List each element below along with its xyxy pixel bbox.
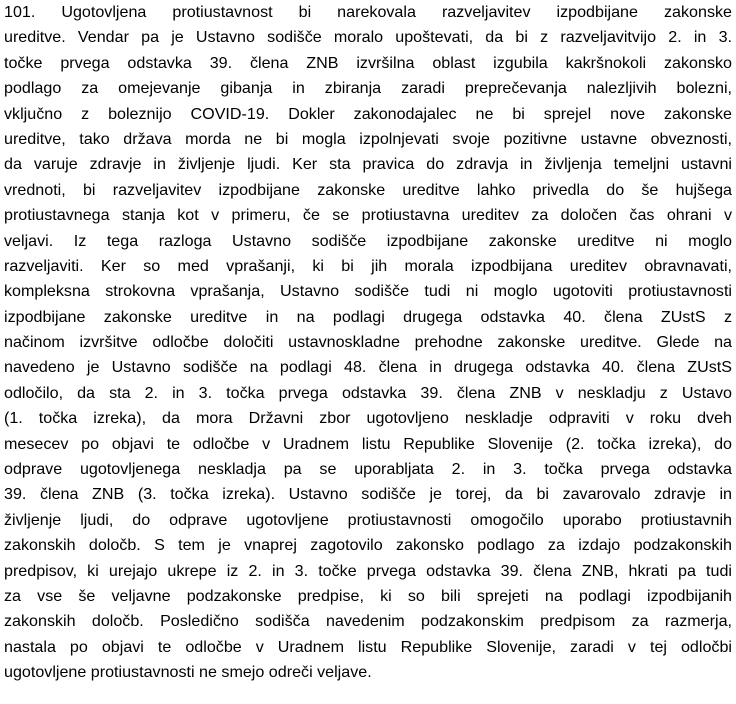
paragraph-line: načinom izvršitve odločbe določiti ustavnoskladne prehodne zakonske ureditve. Glede na <box>4 333 732 352</box>
paragraph-line: odprave ugotovljenega neskladja pa se uporabljata 2. in 3. točka prvega odstavka <box>4 460 732 479</box>
document-paragraph-101 <box>4 0 732 686</box>
paragraph-line: nastala po objavi te odločbe v Uradnem listu Republike Slovenije, zaradi v tej odločbi <box>4 637 732 656</box>
paragraph-line: točke prvega odstavka 39. člena ZNB izvršilna oblast izgubila kakršnokoli zakonsko <box>4 53 732 72</box>
paragraph-line-last: ugotovljene protiustavnosti ne smejo odreči veljave. <box>4 663 372 682</box>
paragraph-line: navedeno je Ustavno sodišče na podlagi 48. člena in drugega odstavka 40. člena ZUstS <box>4 358 732 377</box>
paragraph-line: vrednoti, bi razveljavitev izpodbijane zakonske ureditve lahko privedla do še hujšega <box>4 180 732 199</box>
paragraph-line: zakonskih določb. S tem je vnaprej zagotovilo zakonsko podlago za izdajo podzakonskih <box>4 536 732 555</box>
paragraph-line: vključno z boleznijo COVID-19. Dokler zakonodajalec ne bi sprejel nove zakonske <box>4 104 732 123</box>
paragraph-line: za vse še veljavne podzakonske predpise, ki so bili sprejeti na podlagi izpodbijanih <box>4 586 732 605</box>
paragraph-line: izpodbijane zakonske ureditve in na podlagi drugega odstavka 40. člena ZUstS z <box>4 307 732 326</box>
paragraph-line: (1. točka izreka), da mora Državni zbor ugotovljeno neskladje odpraviti v roku dveh <box>4 409 732 428</box>
paragraph-line: razveljaviti. Ker so med vprašanji, ki bi jih morala izpodbijana ureditev obravnavati, <box>4 256 732 275</box>
paragraph-line: ureditve. Vendar pa je Ustavno sodišče moralo upoštevati, da bi z razveljavitvijo 2. in 3. <box>4 28 732 47</box>
paragraph-line: protiustavnega stanja kot v primeru, če se protiustavna ureditev za določen čas ohrani v <box>4 206 732 225</box>
paragraph-line: zakonskih določb. Posledično sodišča navedenim podzakonskim predpisom za razmerja, <box>4 612 732 631</box>
paragraph-line: ureditve, tako država morda ne bi mogla izpolnjevati svoje pozitivne ustavne obveznosti, <box>4 129 732 148</box>
paragraph-line: 39. člena ZNB (3. točka izreka). Ustavno sodišče je torej, da bi zavarovalo zdravje in <box>4 485 732 504</box>
paragraph-line: veljavi. Iz tega razloga Ustavno sodišče izpodbijane zakonske ureditve ni moglo <box>4 231 732 250</box>
paragraph-line: kompleksna strokovna vprašanja, Ustavno sodišče tudi ni moglo ugotoviti protiustavnosti <box>4 282 732 301</box>
paragraph-line: da varuje zdravje in življenje ljudi. Ker sta pravica do zdravja in življenja temeljni ustavni <box>4 155 732 174</box>
paragraph-line: podlago za omejevanje gibanja in zbiranja zaradi preprečevanja nalezljivih bolezni, <box>4 79 732 98</box>
paragraph-line: življenje ljudi, do odprave ugotovljene protiustavnosti omogočilo uporabo protiustavnih <box>4 510 732 529</box>
paragraph-line: predpisov, ki urejajo ukrepe iz 2. in 3. točke prvega odstavka 39. člena ZNB, hkrati pa tudi <box>4 561 732 580</box>
paragraph-line: mesecev po objavi te odločbe v Uradnem listu Republike Slovenije (2. točka izreka), do <box>4 434 732 453</box>
paragraph-line: 101. Ugotovljena protiustavnost bi narekovala razveljavitev izpodbijane zakonske <box>4 3 732 21</box>
paragraph-line: odločilo, da sta 2. in 3. točka prvega odstavka 39. člena ZNB v neskladju z Ustavo <box>4 383 732 402</box>
